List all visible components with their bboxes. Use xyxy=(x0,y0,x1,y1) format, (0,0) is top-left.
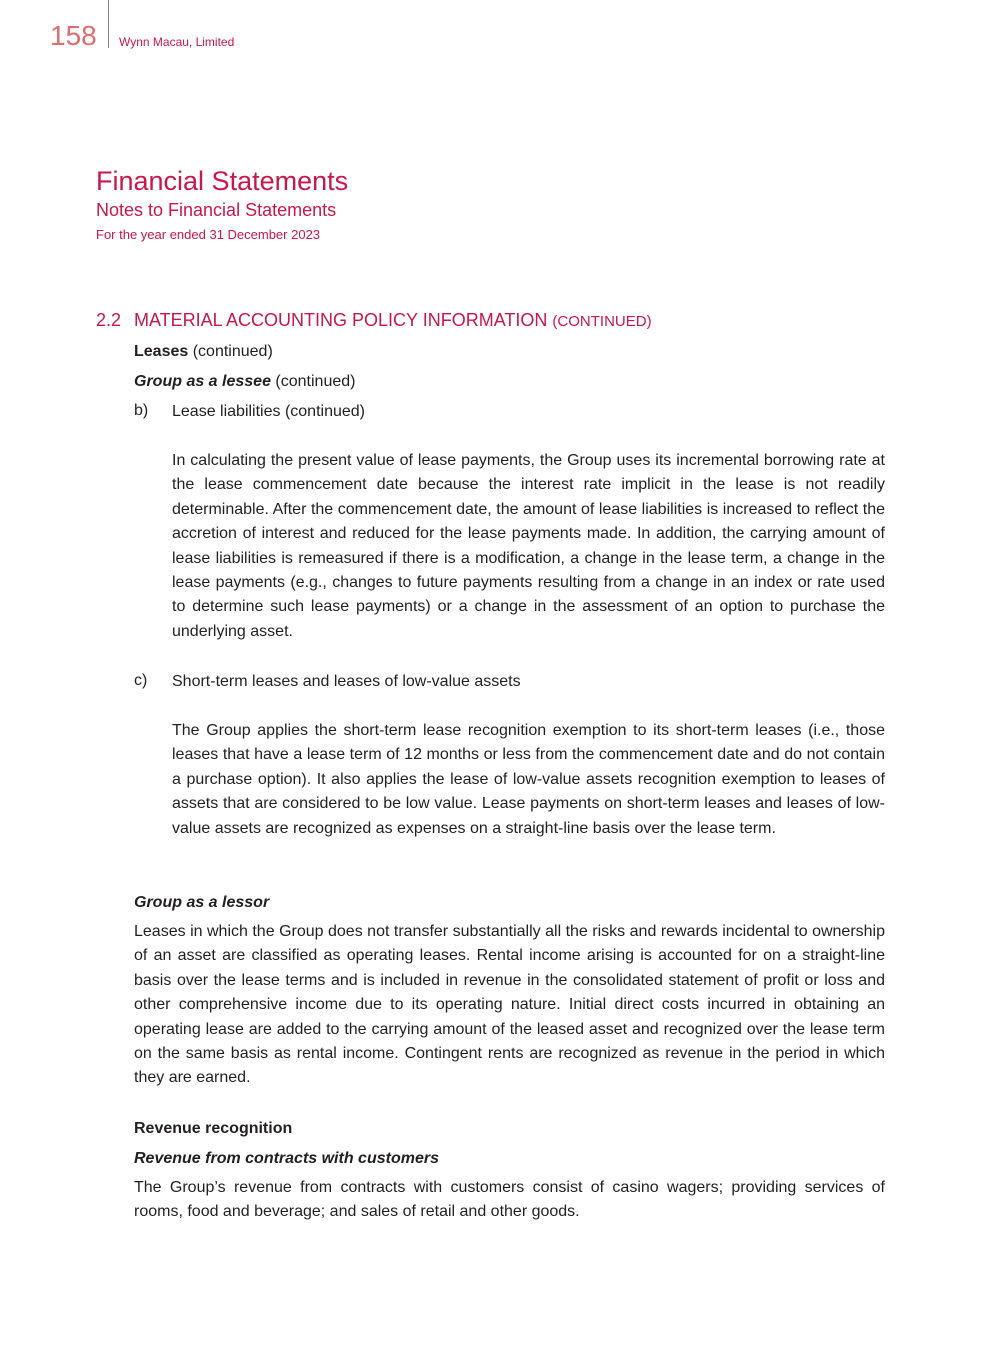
company-name: Wynn Macau, Limited xyxy=(119,35,235,49)
lessee-heading-suffix: (continued) xyxy=(275,373,356,390)
page-subtitle: Notes to Financial Statements xyxy=(96,200,337,220)
item-b-marker: b) xyxy=(134,402,149,419)
leases-heading-suffix: (continued) xyxy=(192,343,273,360)
revenue-heading-text: Revenue recognition xyxy=(134,1120,293,1137)
section-title: MATERIAL ACCOUNTING POLICY INFORMATION xyxy=(134,310,548,330)
lessee-heading xyxy=(134,370,885,394)
item-b-text: In calculating the present value of lease payments, the Group uses its incremental borrowing rate at the lease commencement date because the interest rate implicit in the lease is not readily determinable. After the commencement date, the amount of lease liabilities is increased to reflect the accretion of interest and reduced for the lease payments made. In addition, the carrying amount of lease liabilities is remeasured if there is a modification, a change in the lease term, a change in the lease payments (e.g., changes to future payments resulting from a change in an index or rate used to determine such lease payments) or a change in the assessment of an option to purchase the underlying asset. xyxy=(172,452,885,640)
header-divider xyxy=(108,0,109,48)
period-label: For the year ended 31 December 2023 xyxy=(96,227,321,242)
leases-heading-text: Leases xyxy=(134,343,189,360)
item-c-text: The Group applies the short-term lease recognition exemption to its short-term leases (i.e., those leases that have a lease term of 12 months or less from the commencement date and do not contain a purchase option). It also applies the lease of low-value assets recognition exemption to leases of assets that are considered to be low value. Lease payments on short-term leases and leases of low-value assets are recognized as expenses on a straight-line basis over the lease term. xyxy=(172,722,885,837)
lessor-text: Leases in which the Group does not transfer substantially all the risks and rewards incidental to ownership of an asset are classified as operating leases. Rental income arising is accounted for on a straight-line basis over the lease terms and is included in revenue in the consolidated statement of profit or loss and other comprehensive income due to its operating nature. Initial direct costs incurred in obtaining an operating lease are added to the carrying amount of the leased asset and recognized over the lease term on the same basis as rental income. Contingent rents are recognized as revenue in the period in which they are earned. xyxy=(134,923,885,1087)
section-number: 2.2 xyxy=(96,310,122,330)
revenue-subheading xyxy=(134,1147,885,1171)
lessor-heading-text: Group as a lessor xyxy=(134,894,270,911)
revenue-subheading-text: Revenue from contracts with customers xyxy=(134,1150,439,1167)
revenue-text: The Group’s revenue from contracts with customers consist of casino wagers; providing services of rooms, food and beverage; and sales of retail and other goods. xyxy=(134,1179,885,1221)
lessor-heading xyxy=(134,891,885,915)
page-title: Financial Statements xyxy=(96,166,349,196)
leases-heading xyxy=(134,340,885,364)
lessee-heading-text: Group as a lessee xyxy=(134,373,271,390)
item-c-marker: c) xyxy=(134,672,148,689)
item-b-title: Lease liabilities (continued) xyxy=(172,403,365,420)
section-heading xyxy=(96,310,652,331)
page-number: 158 xyxy=(50,20,97,51)
revenue-heading xyxy=(134,1117,885,1141)
section-suffix: (CONTINUED) xyxy=(552,313,652,330)
item-c-title: Short-term leases and leases of low-value assets xyxy=(172,673,521,690)
